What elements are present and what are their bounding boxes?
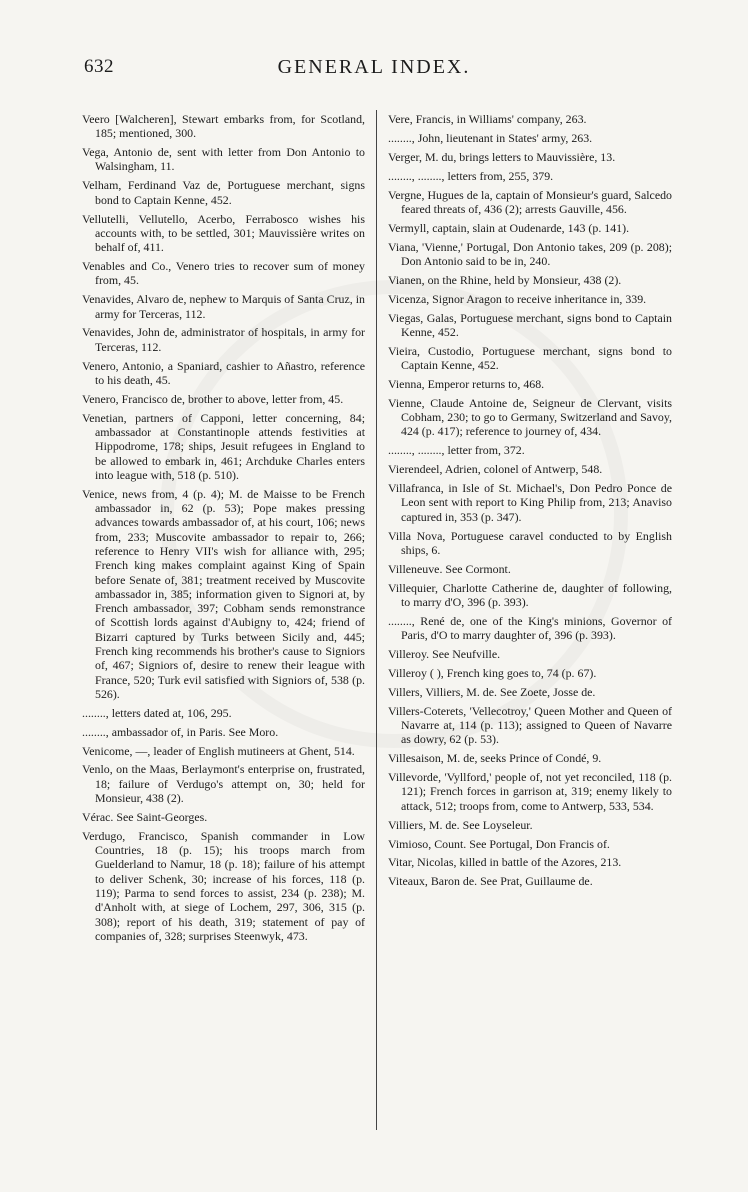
index-entry: ........, letters dated at, 106, 295. [82, 705, 232, 720]
index-entry: Vimioso, Count. See Portugal, Don Francis of. [388, 836, 610, 851]
index-entry: Venables and Co., Venero tries to recover sum of money from, 45. [82, 259, 365, 288]
index-entry: ........, ambassador of, in Paris. See Moro. [82, 724, 279, 739]
index-entry: Verdugo, Francisco, Spanish commander in Low Countries, 18 (p. 15); his troops march from Guelderland to Namur, 18 (p. 18); failure of his attempt to deliver Schenk, 30; increase of his forces, 118 (p. 119); Parma to send forces to assist, 234 (p. 238); M. d'Anholt with, at siege of Lochem, 297, 306, 315 (p. 308); report of his death, 319; statement of pay of companies of, 328; surprises Steenwyk, 473. [82, 828, 365, 943]
index-entry: Villesaison, M. de, seeks Prince of Condé, 9. [388, 751, 602, 766]
index-entry: Venlo, on the Maas, Berlaymont's enterprise on, frustrated, 18; failure of Verdugo's attempt on, 30; held for Monsieur, 438 (2). [82, 762, 365, 806]
index-entry: Venice, news from, 4 (p. 4); M. de Maisse to be French ambassador in, 62 (p. 53); Pope makes pressing advances towards ambassador of, at his court, 106; news from, 233; Muscovite ambassador to repair to, 266; reference to Henry VII's wish for alliance with, 295; French king makes complaint against King of Spain before Senate of, 381; treatment received by Muscovite ambassador in, 385; information given to Signori at, by French ambassador, 397; Cobham sends remonstrance of Scottish lords against d'Aubigny to, 424; friend of Bizarri captured by Turks between Sicily and, 445; French king recommends his brother's cause to Signiors of, 467; Signiors of, desire to renew their league with France, 520; Turk evil satisfied with Signiors of, 538 (p. 526). [82, 486, 365, 701]
index-entry: Venetian, partners of Capponi, letter concerning, 84; ambassador at Constantinople attends festivities at Hippodrome, 178; ships, Jesuit refugees in England to be allowed to embark in, 461; Archduke Charles enters into league with, 518 (p. 510). [82, 410, 365, 482]
left-column [82, 112, 365, 948]
index-entry: Villeroy. See Neufville. [388, 647, 501, 662]
index-entry: Veero [Walcheren], Stewart embarks from, for Scotland, 185; mentioned, 300. [82, 112, 365, 141]
running-head: GENERAL INDEX. [277, 56, 471, 78]
index-entry: Vellutelli, Vellutello, Acerbo, Ferrabosco wishes his accounts with, to be settled, 301; Mauvissière writes on behalf of, 411. [82, 211, 365, 255]
index-entry: Viana, 'Vienne,' Portugal, Don Antonio takes, 209 (p. 208); Don Antonio said to be in, 240. [388, 239, 672, 268]
index-entry: Vienne, Claude Antoine de, Seigneur de Clervant, visits Cobham, 230; to go to Germany, Switzerland and Savoy, 424 (p. 417); reference to journey of, 434. [388, 395, 672, 439]
index-entry: ........, ........, letter from, 372. [388, 443, 525, 458]
index-entry: Vierendeel, Adrien, colonel of Antwerp, 548. [388, 462, 603, 477]
index-entry: Vergne, Hugues de la, captain of Monsieur's guard, Salcedo feared threats of, 436 (2); arrests Gauville, 456. [388, 187, 672, 216]
index-entry: Villequier, Charlotte Catherine de, daughter of following, to marry d'O, 396 (p. 393). [388, 580, 672, 609]
index-entry: Vianen, on the Rhine, held by Monsieur, 438 (2). [388, 272, 622, 287]
index-entry: Vienna, Emperor returns to, 468. [388, 376, 545, 391]
index-entry: Vega, Antonio de, sent with letter from Don Antonio to Walsingham, 11. [82, 145, 365, 174]
index-entry: Villiers, M. de. See Loyseleur. [388, 817, 533, 832]
index-entry: Vieira, Custodio, Portuguese merchant, signs bond to Captain Kenne, 452. [388, 343, 672, 373]
index-entry: Vere, Francis, in Williams' company, 263. [388, 112, 587, 126]
index-entry: Vitar, Nicolas, killed in battle of the Azores, 213. [388, 855, 622, 870]
index-entry: Viegas, Galas, Portuguese merchant, signs bond to Captain Kenne, 452. [388, 310, 672, 339]
index-entry: Viteaux, Baron de. See Prat, Guillaume de. [388, 874, 593, 889]
index-entry: Venicome, —, leader of English mutineers at Ghent, 514. [82, 743, 355, 758]
index-entry: Villeroy ( ), French king goes to, 74 (p. 67). [388, 665, 597, 680]
index-entry: Villeneuve. See Cormont. [388, 561, 511, 576]
index-entry: Venero, Antonio, a Spaniard, cashier to Añastro, reference to his death, 45. [82, 358, 365, 387]
index-entry: Velham, Ferdinand Vaz de, Portuguese merchant, signs bond to Captain Kenne, 452. [82, 178, 365, 207]
page-header [0, 56, 748, 86]
index-entry: Vicenza, Signor Aragon to receive inheritance in, 339. [388, 291, 647, 306]
index-entry: Venero, Francisco de, brother to above, letter from, 45. [82, 391, 344, 406]
index-entry: Vermyll, captain, slain at Oudenarde, 143 (p. 141). [388, 220, 630, 235]
index-entry: ........, ........, letters from, 255, 379. [388, 168, 554, 183]
index-entry: Villa Nova, Portuguese caravel conducted to by English ships, 6. [388, 528, 672, 557]
column-divider [376, 110, 377, 1130]
index-entry: Vérac. See Saint-Georges. [82, 809, 208, 824]
index-entry: Villafranca, in Isle of St. Michael's, Don Pedro Ponce de Leon sent with report to King Philip from, 213; Anaviso captured in, 353 (p. 347). [388, 481, 672, 524]
index-entry: Villers-Coterets, 'Vellecotroy,' Queen Mother and Queen of Navarre at, 114 (p. 113); assigned to Queen of Navarre as dowry, 62 (p. 53). [388, 703, 672, 747]
index-entry: Venavides, Alvaro de, nephew to Marquis of Santa Cruz, in army for Terceras, 112. [82, 292, 365, 321]
index-entry: Verger, M. du, brings letters to Mauvissière, 13. [388, 149, 616, 164]
index-entry: Villers, Villiers, M. de. See Zoete, Josse de. [388, 684, 596, 699]
index-entry: ........, John, lieutenant in States' army, 263. [388, 130, 593, 145]
right-column [388, 112, 672, 893]
page-number: 632 [84, 56, 114, 77]
index-entry: ........, René de, one of the King's minions, Governor of Paris, d'O to marry daughter of, 396 (p. 393). [388, 613, 672, 643]
index-entry: Villevorde, 'Vyllford,' people of, not yet reconciled, 118 (p. 121); French forces in garrison at, 319; enemy likely to attack, 512; troops from, come to Antwerp, 533, 534. [388, 770, 672, 813]
index-entry: Venavides, John de, administrator of hospitals, in army for Terceras, 112. [82, 325, 365, 354]
